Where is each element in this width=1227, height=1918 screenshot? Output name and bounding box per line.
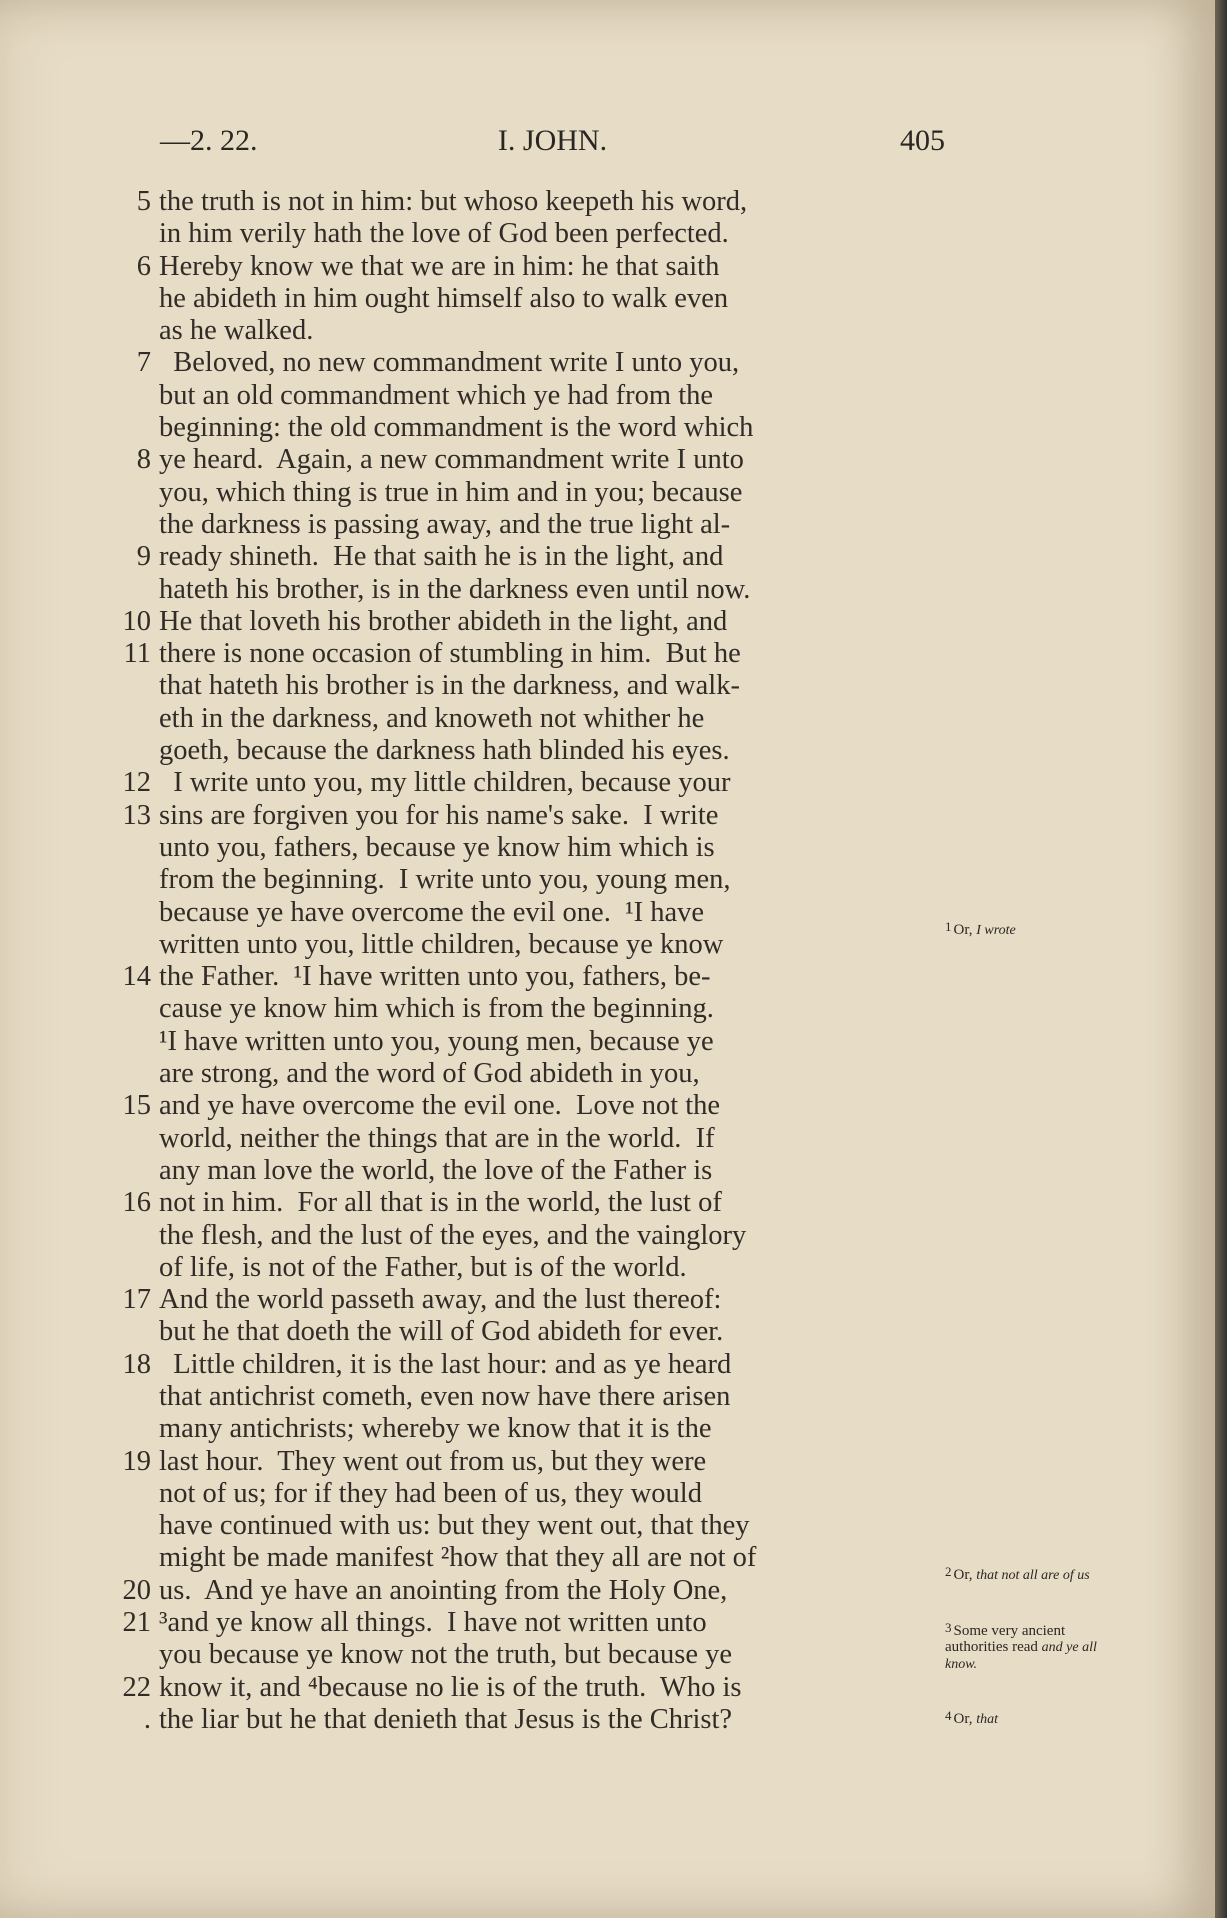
line-text: you because ye know not the truth, but because ye [159, 1639, 732, 1671]
verse-number: 14 [122, 961, 151, 993]
line-text: the liar but he that denieth that Jesus is the Christ? [159, 1703, 733, 1735]
line-text: not of us; for if they had been of us, they would [159, 1477, 702, 1509]
line-text: He that loveth his brother abideth in the light, and [159, 605, 728, 637]
chapter-reference: —2. 22. [160, 124, 258, 157]
verse-number: 17 [122, 1284, 151, 1316]
line-text: that hateth his brother is in the darkness, and walk- [159, 670, 740, 702]
line-text: Hereby know we that we are in him: he that saith [159, 250, 720, 282]
line-text: have continued with us: but they went out, that they [159, 1510, 750, 1542]
line-text: the flesh, and the lust of the eyes, and the vainglory [159, 1219, 747, 1251]
line-text: ¹I have written unto you, young men, because ye [159, 1025, 714, 1057]
margin-note: 2 Or, that not all are of us [945, 1564, 1090, 1583]
book-title: I. JOHN. [497, 124, 608, 157]
line-text: Beloved, no new commandment write I unto you, [159, 347, 740, 379]
line-text: as he walked. [159, 315, 314, 347]
verse-number: 15 [122, 1090, 151, 1122]
line-text: hateth his brother, is in the darkness even until now. [159, 573, 751, 605]
line-text: ye heard. Again, a new commandment write I unto [159, 444, 744, 476]
verse-number: 7 [136, 347, 151, 379]
line-text: the Father. ¹I have written unto you, fathers, be- [159, 961, 711, 993]
verse-number: 18 [122, 1348, 151, 1380]
line-text: you, which thing is true in him and in you; because [159, 476, 743, 508]
line-text: Little children, it is the last hour: and as ye heard [159, 1348, 732, 1380]
verse-number: 6 [136, 250, 151, 282]
verse-number: 13 [122, 799, 151, 831]
line-text: because ye have overcome the evil one. ¹I have [159, 896, 705, 928]
line-text: any man love the world, the love of the Father is [159, 1154, 713, 1186]
line-text: many antichrists; whereby we know that it is the [159, 1413, 712, 1445]
margin-note: 1 Or, I wrote [945, 919, 1016, 938]
line-text: from the beginning. I write unto you, young men, [159, 864, 731, 896]
line-text: that antichrist cometh, even now have there arisen [159, 1380, 731, 1412]
line-text: And the world passeth away, and the lust thereof: [159, 1284, 722, 1316]
verse-number: 21 [122, 1607, 151, 1639]
line-text: last hour. They went out from us, but they were [159, 1445, 707, 1477]
line-text: ready shineth. He that saith he is in the light, and [159, 541, 724, 573]
page-number: 405 [900, 124, 945, 157]
verse-number: 16 [122, 1187, 151, 1219]
line-text: ³and ye know all things. I have not written unto [159, 1607, 707, 1639]
margin-note: 3 Some very ancient authorities read and ye all know. [945, 1620, 1097, 1672]
line-text: the truth is not in him: but whoso keepeth his word, [159, 186, 748, 217]
line-text: written unto you, little children, because ye know [159, 928, 724, 960]
line-text: cause ye know him which is from the beginning. [159, 993, 714, 1025]
verse-number: 9 [136, 541, 151, 573]
verse-number: . [143, 1703, 151, 1735]
line-text: know it, and ⁴because no lie is of the truth. Who is [159, 1671, 742, 1703]
line-text: the darkness is passing away, and the true light al- [159, 508, 731, 540]
line-text: in him verily hath the love of God been perfected. [159, 218, 729, 250]
line-text: unto you, fathers, because ye know him which is [159, 831, 715, 863]
line-text: eth in the darkness, and knoweth not whither he [159, 702, 705, 734]
line-text: not in him. For all that is in the world, the lust of [159, 1187, 722, 1219]
margin-note: 4 Or, that [945, 1708, 999, 1727]
verse-number: 5 [136, 186, 151, 217]
line-text: I write unto you, my little children, because your [159, 767, 731, 799]
verse-number: 20 [122, 1574, 151, 1606]
line-text: sins are forgiven you for his name's sake. I write [159, 799, 719, 831]
line-text: of life, is not of the Father, but is of the world. [159, 1251, 687, 1283]
verse-number: 19 [122, 1445, 151, 1477]
verse-number: 22 [122, 1671, 151, 1703]
line-text: and ye have overcome the evil one. Love not the [159, 1090, 721, 1122]
line-text: but an old commandment which ye had from the [159, 379, 714, 411]
verse-number: 11 [123, 638, 151, 670]
line-text: beginning: the old commandment is the word which [159, 412, 754, 444]
line-text: goeth, because the darkness hath blinded his eyes. [159, 735, 730, 767]
verse-number: 12 [122, 767, 151, 799]
line-text: are strong, and the word of God abideth in you, [159, 1058, 700, 1090]
running-header [160, 124, 945, 168]
page-edge [1215, 0, 1227, 1918]
line-text: might be made manifest ²how that they all are not of [159, 1542, 757, 1574]
verse-number: 8 [136, 444, 151, 476]
line-text: but he that doeth the will of God abideth for ever. [159, 1316, 724, 1348]
line-text: he abideth in him ought himself also to walk even [159, 282, 729, 314]
line-text: there is none occasion of stumbling in him. But he [159, 638, 741, 670]
verse-number: 10 [122, 605, 151, 637]
line-text: world, neither the things that are in the world. If [159, 1122, 715, 1154]
line-text: us. And ye have an anointing from the Holy One, [159, 1574, 728, 1606]
